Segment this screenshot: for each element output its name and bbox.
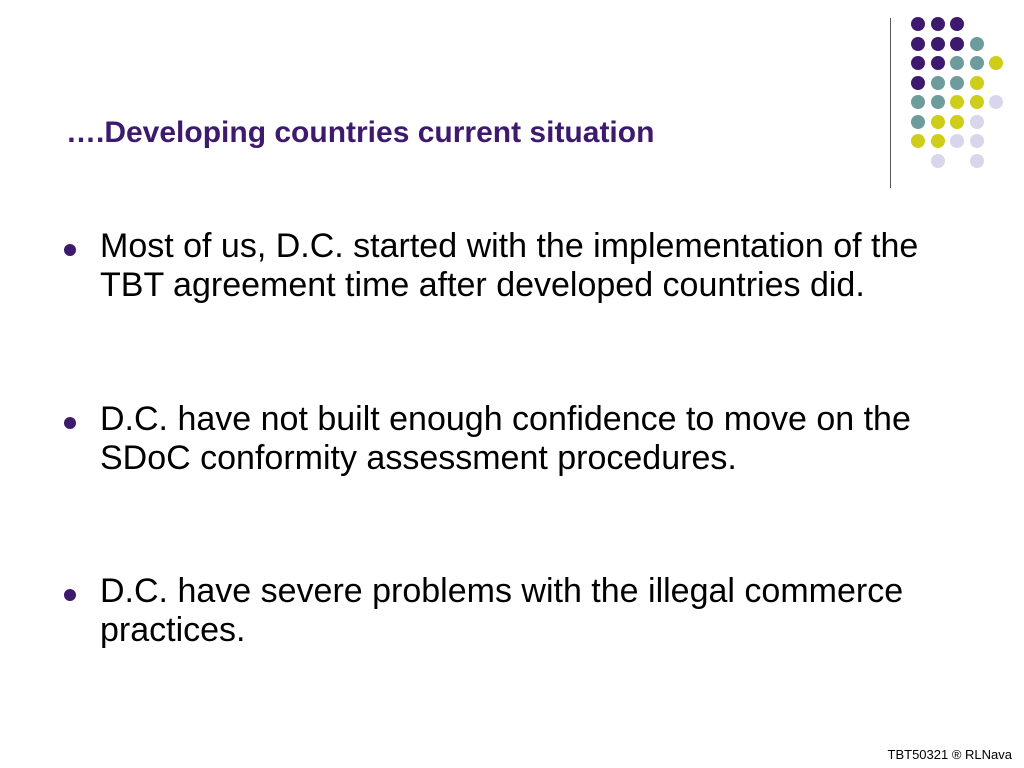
bullet-text: Most of us, D.C. started with the implementation of the TBT agreement time after developed countries did. (100, 227, 919, 304)
bullet-item (100, 227, 980, 305)
bullet-item (100, 572, 980, 650)
bullet-dot-icon (64, 417, 76, 429)
bullet-text: D.C. have not built enough confidence to move on the SDoC conformity assessment procedures. (100, 400, 911, 477)
slide-title: ….Developing countries current situation (66, 116, 655, 149)
footer-credit: TBT50321 ® RLNava (887, 747, 1012, 762)
bullet-text: D.C. have severe problems with the illegal commerce practices. (100, 572, 904, 649)
bullet-dot-icon (64, 244, 76, 256)
bullet-item (100, 400, 980, 478)
bullet-dot-icon (64, 589, 76, 601)
